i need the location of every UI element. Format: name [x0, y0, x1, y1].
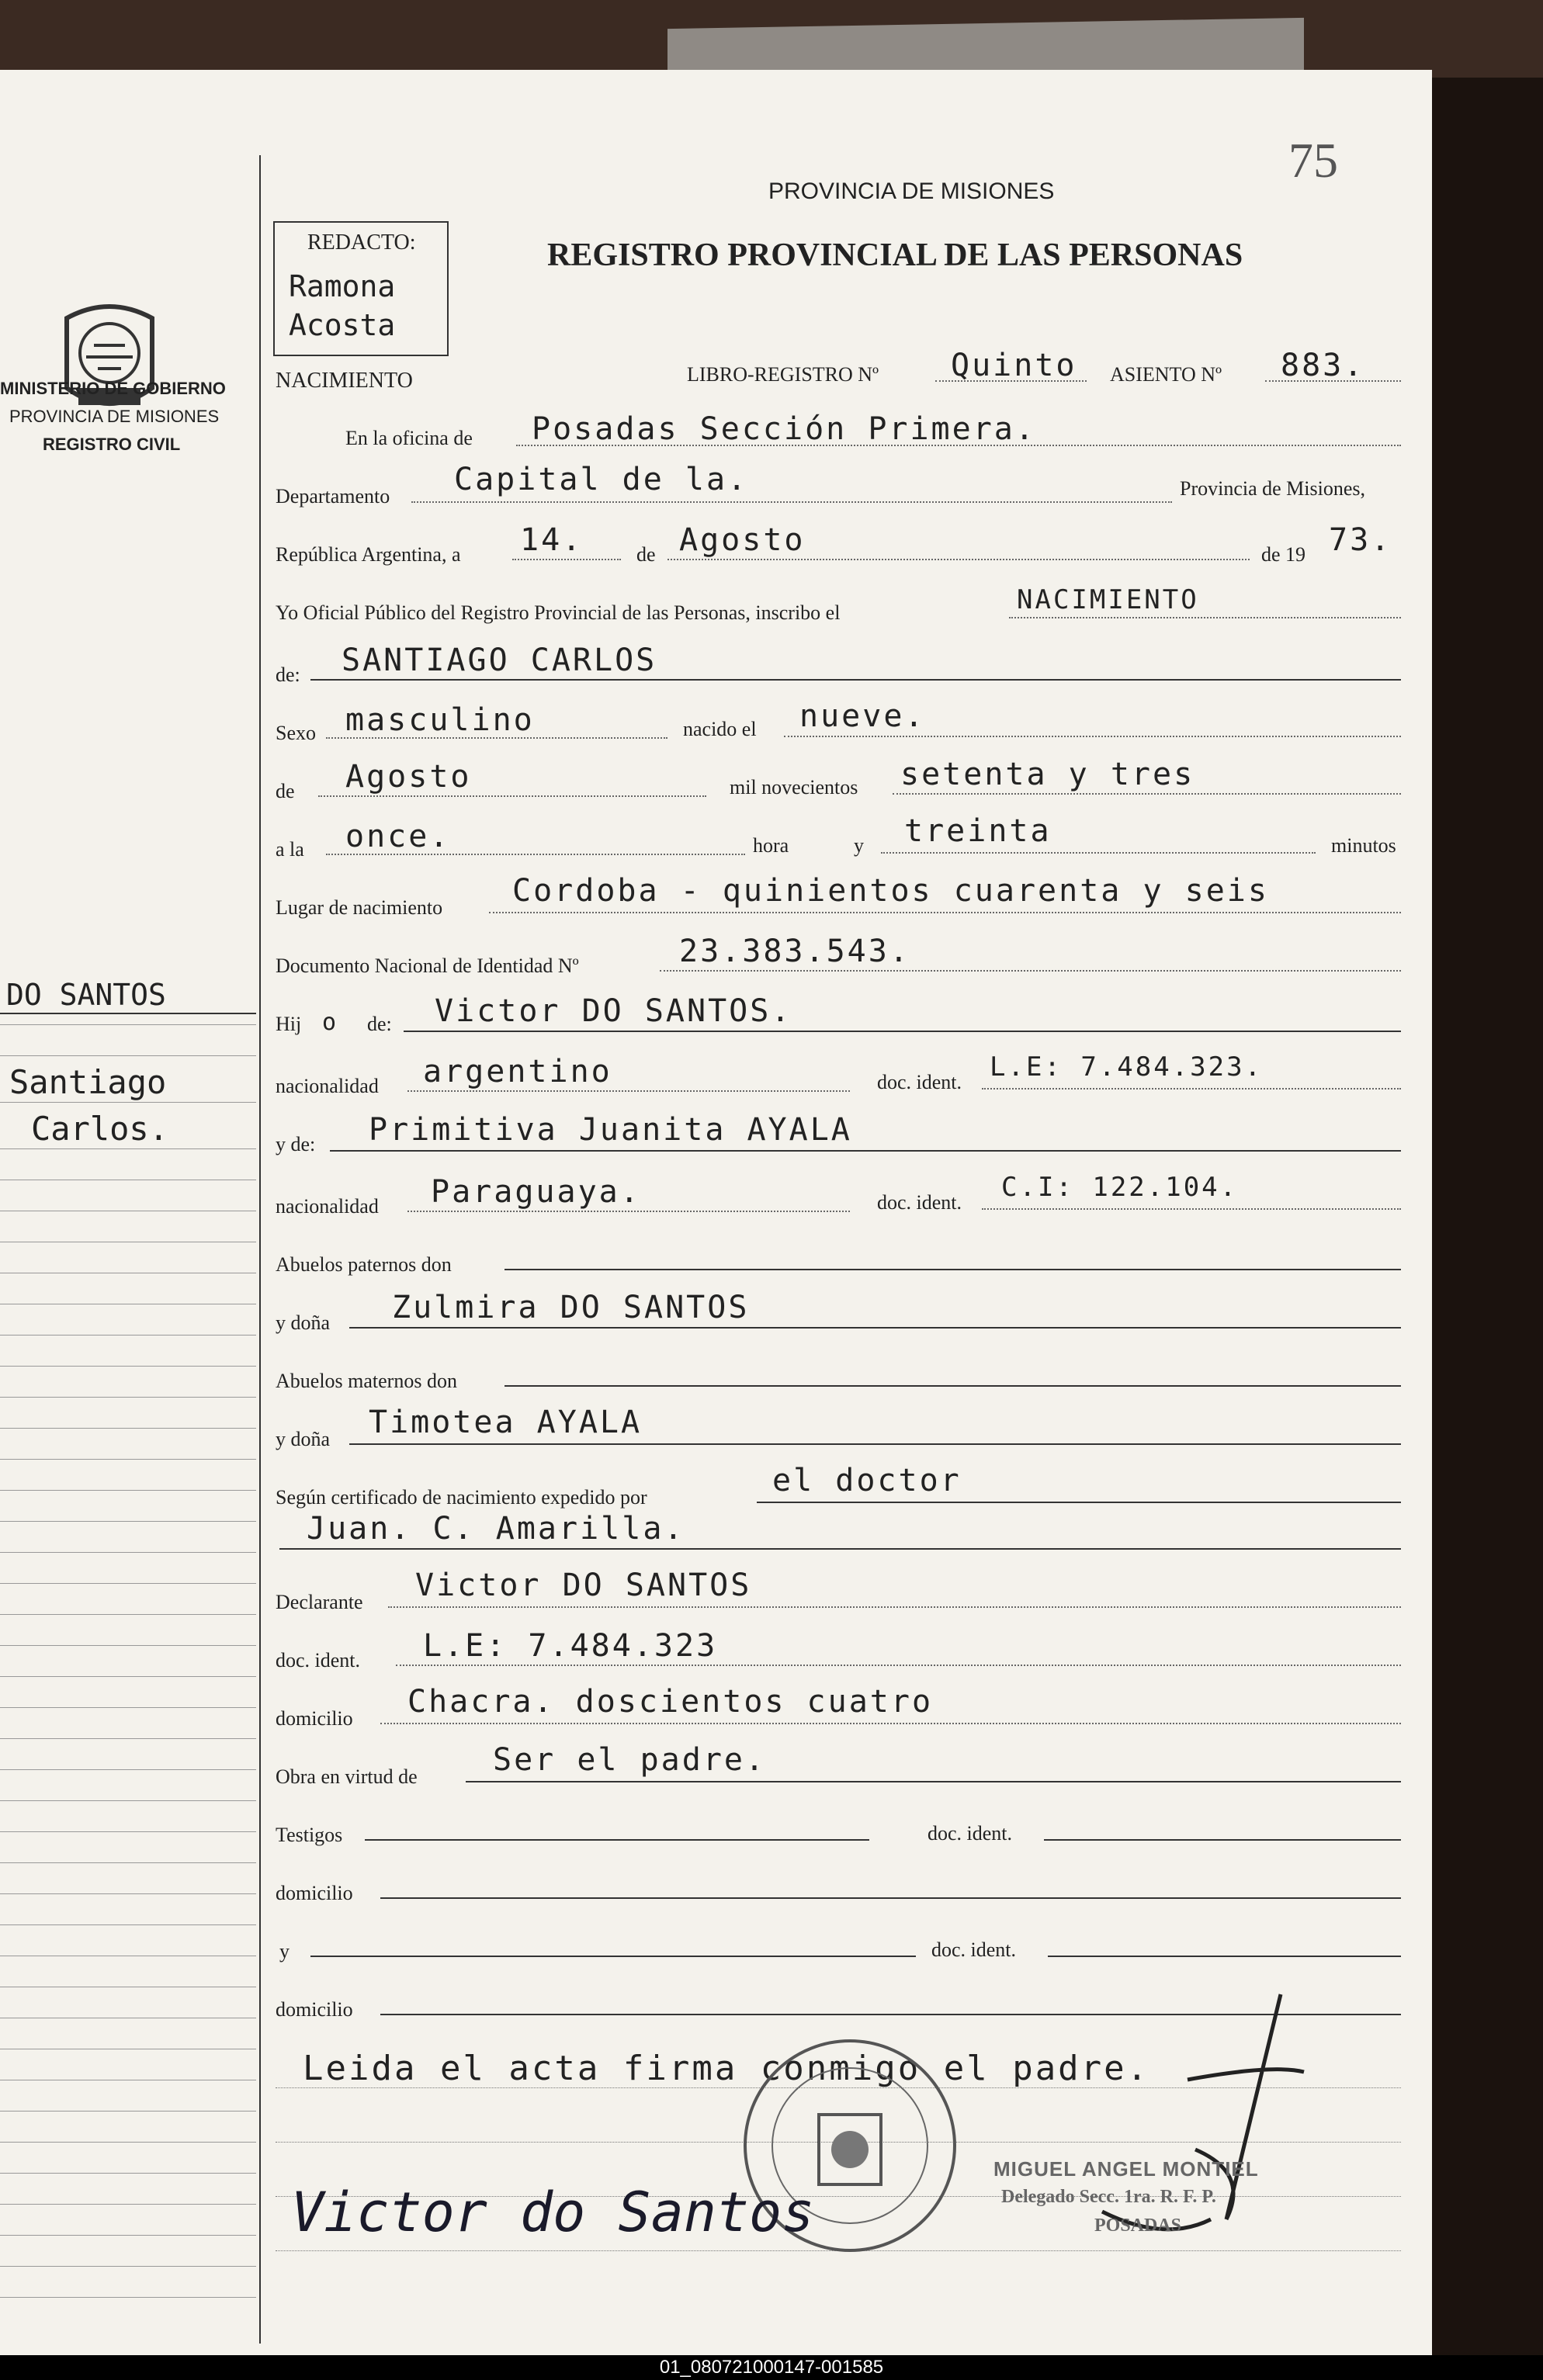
- lugar-label: Lugar de nacimiento: [276, 896, 443, 919]
- obra-line: [466, 1781, 1401, 1782]
- doc1-dots: [982, 1088, 1401, 1090]
- domicilio2-line: [380, 1897, 1401, 1899]
- left-rule: [0, 1024, 256, 1025]
- domicilio-label: domicilio: [276, 1707, 353, 1730]
- doc3-label: doc. ident.: [928, 1822, 1013, 1845]
- yo-dots: [1009, 617, 1401, 618]
- doc2-dots: [982, 1208, 1401, 1210]
- domicilio2-label: domicilio: [276, 1882, 353, 1904]
- left-rule: [0, 2297, 256, 2298]
- certificado-value-2: Juan. C. Amarilla.: [307, 1511, 700, 1547]
- y2-line: [310, 1956, 916, 1957]
- left-rule: [0, 1521, 256, 1522]
- minutos-value: treinta: [904, 813, 1052, 849]
- sexo-value: masculino: [345, 702, 535, 738]
- certificado-line: [757, 1502, 1401, 1503]
- testigos-label: Testigos: [276, 1824, 343, 1846]
- ydona1-line: [349, 1327, 1401, 1329]
- y2-label: y: [279, 1940, 290, 1963]
- hora-label: hora: [753, 834, 789, 857]
- left-rule: [0, 1831, 256, 1832]
- domicilio3-label: domicilio: [276, 1998, 353, 2021]
- year-value: 73.: [1329, 522, 1392, 558]
- province-seal-icon: [51, 295, 168, 419]
- document-page: [0, 70, 1432, 2355]
- y-label: y: [854, 834, 864, 857]
- left-rule: [0, 1366, 256, 1367]
- mother-value: Primitiva Juanita AYALA: [369, 1112, 852, 1148]
- year-prefix: de 19: [1261, 543, 1306, 566]
- doc4-line: [1048, 1956, 1401, 1957]
- yo-label: Yo Oficial Público del Registro Provincial de las Personas, inscribo el: [276, 601, 841, 624]
- name-value: SANTIAGO CARLOS: [342, 643, 657, 678]
- ydona2-value: Timotea AYALA: [369, 1405, 643, 1440]
- nac1-label: nacionalidad: [276, 1075, 379, 1097]
- yo-value: NACIMIENTO: [1017, 584, 1199, 615]
- redacto-box: [273, 221, 449, 356]
- footer-id: 01_080721000147-001585: [0, 2355, 1543, 2380]
- abuelos-pat-label: Abuelos paternos don: [276, 1253, 452, 1276]
- obra-label: Obra en virtud de: [276, 1765, 418, 1788]
- left-rule: [0, 1862, 256, 1863]
- docdecl-dots: [396, 1665, 1401, 1666]
- redacto-name-2: Acosta: [289, 308, 396, 342]
- mil-value: setenta y tres: [900, 757, 1195, 792]
- left-surname: DO SANTOS: [6, 978, 166, 1012]
- nac2-value: Paraguaya.: [431, 1174, 641, 1210]
- hijo-de-label: de:: [367, 1013, 392, 1035]
- minutos-label: minutos: [1331, 834, 1396, 857]
- redacto-label: REDACTO:: [307, 230, 416, 255]
- left-rule: [0, 1102, 256, 1103]
- dni-label: Documento Nacional de Identidad Nº: [276, 954, 579, 977]
- left-rule: [0, 1769, 256, 1770]
- abuelos-mat-line: [505, 1385, 1401, 1387]
- departamento-label: Departamento: [276, 485, 390, 508]
- republica-label: República Argentina, a: [276, 543, 461, 566]
- left-rule: [0, 1335, 256, 1336]
- ministry-label: MINISTERIO DE GOBIERNO: [0, 379, 226, 398]
- yde-label: y de:: [276, 1133, 316, 1155]
- province-label: PROVINCIA DE MISIONES: [9, 407, 220, 426]
- month-dots: [667, 559, 1250, 560]
- left-rule: [0, 1583, 256, 1584]
- ala-value: once.: [345, 819, 451, 854]
- doc2-label: doc. ident.: [877, 1191, 962, 1214]
- docdecl-value: L.E: 7.484.323: [423, 1628, 718, 1664]
- left-rule: [0, 1893, 256, 1894]
- page-number: 75: [1288, 133, 1338, 188]
- registry-label: REGISTRO CIVIL: [43, 435, 181, 454]
- libro-value: Quinto: [951, 348, 1077, 383]
- left-rule: [0, 1552, 256, 1553]
- declarante-value: Victor DO SANTOS: [415, 1568, 752, 1603]
- left-rule: [0, 1428, 256, 1429]
- book-edge: [1424, 78, 1543, 2367]
- column-divider: [259, 155, 261, 2344]
- certificado-value: el doctor: [772, 1463, 962, 1498]
- name-line: [310, 679, 1401, 681]
- mother-line: [330, 1150, 1401, 1152]
- certificado-label: Según certificado de nacimiento expedido por: [276, 1486, 647, 1509]
- de-label: de: [636, 543, 656, 566]
- obra-value: Ser el padre.: [493, 1742, 782, 1778]
- left-rule: [0, 1707, 256, 1708]
- abuelos-mat-label: Abuelos maternos don: [276, 1370, 457, 1392]
- header-registry: REGISTRO PROVINCIAL DE LAS PERSONAS: [547, 237, 1243, 273]
- name-label: de:: [276, 663, 300, 686]
- nacido-label: nacido el: [683, 718, 757, 740]
- left-rule: [0, 1738, 256, 1739]
- nacido-value: nueve.: [799, 698, 926, 734]
- doc1-label: doc. ident.: [877, 1071, 962, 1093]
- left-given-name-1: Santiago: [9, 1063, 167, 1101]
- nacido-month-value: Agosto: [345, 759, 472, 795]
- de2-label: de: [276, 780, 295, 802]
- domicilio-dots: [380, 1723, 1401, 1724]
- doc3-line: [1044, 1839, 1401, 1841]
- nac2-label: nacionalidad: [276, 1195, 379, 1218]
- left-given-name-2: Carlos.: [31, 1110, 169, 1148]
- day-dots: [512, 559, 621, 560]
- left-rule: [0, 2142, 256, 2143]
- oficina-label: En la oficina de: [345, 427, 473, 449]
- left-rule: [0, 2204, 256, 2205]
- doc1-value: L.E: 7.484.323.: [990, 1051, 1264, 1083]
- mil-dots: [893, 793, 1401, 795]
- father-value: Victor DO SANTOS.: [435, 993, 792, 1029]
- nac2-dots: [407, 1211, 850, 1212]
- libro-label: LIBRO-REGISTRO Nº: [687, 363, 879, 386]
- certificado-line-2: [279, 1548, 1401, 1550]
- left-rule: [0, 2266, 256, 2267]
- ydona1-value: Zulmira DO SANTOS: [392, 1290, 750, 1325]
- asiento-label: ASIENTO Nº: [1110, 363, 1222, 386]
- lugar-value: Cordoba - quinientos cuarenta y seis: [512, 873, 1269, 909]
- left-rule: [0, 1645, 256, 1646]
- left-rule: [0, 1490, 256, 1491]
- left-rule: [0, 2173, 256, 2174]
- official-name: MIGUEL ANGEL MONTIEL: [993, 2157, 1259, 2181]
- sexo-label: Sexo: [276, 722, 316, 744]
- ydona1-label: y doña: [276, 1311, 331, 1334]
- left-rule: [0, 1800, 256, 1801]
- nac1-value: argentino: [423, 1054, 612, 1090]
- ydona2-line: [349, 1443, 1401, 1445]
- declarante-label: Declarante: [276, 1591, 363, 1613]
- asiento-value: 883.: [1281, 348, 1365, 383]
- nacido-month-dots: [318, 795, 706, 797]
- left-rule: [0, 1055, 256, 1056]
- left-rule: [0, 1614, 256, 1615]
- provincia-label: Provincia de Misiones,: [1180, 477, 1366, 500]
- left-rule: [0, 1397, 256, 1398]
- left-rule: [0, 1148, 256, 1149]
- domicilio-value: Chacra. doscientos cuatro: [407, 1684, 934, 1720]
- doc4-label: doc. ident.: [931, 1938, 1017, 1961]
- minutos-dots: [881, 852, 1316, 854]
- dni-value: 23.383.543.: [679, 934, 910, 969]
- hijo-label: Hij: [276, 1013, 302, 1035]
- closing-value: Leida el acta firma conmigo el padre.: [303, 2049, 1150, 2088]
- official-role: Delegado Secc. 1ra. R. F. P.: [1001, 2187, 1216, 2207]
- testigos-line: [365, 1839, 869, 1841]
- day-value: 14.: [520, 522, 584, 558]
- hijo-suffix: o: [322, 1009, 337, 1036]
- record-type: NACIMIENTO: [276, 369, 413, 393]
- left-rule: [0, 1924, 256, 1925]
- declarante-dots: [388, 1606, 1401, 1608]
- abuelos-pat-line: [505, 1269, 1401, 1270]
- official-city: POSADAS: [1094, 2215, 1182, 2236]
- ala-label: a la: [276, 838, 304, 861]
- dni-dots: [660, 970, 1401, 972]
- departamento-value: Capital de la.: [454, 462, 749, 497]
- redacto-name-1: Ramona: [289, 269, 396, 303]
- parent-signature: Victor do Santos: [291, 2181, 815, 2244]
- header-province: PROVINCIA DE MISIONES: [768, 178, 1055, 204]
- ydona2-label: y doña: [276, 1428, 331, 1450]
- month-value: Agosto: [679, 522, 806, 558]
- lugar-dots: [489, 912, 1401, 913]
- father-line: [404, 1031, 1401, 1032]
- departamento-dots: [411, 501, 1172, 503]
- nac1-dots: [407, 1090, 850, 1092]
- left-rule: [0, 2111, 256, 2112]
- doc2-value: C.I: 122.104.: [1001, 1172, 1239, 1203]
- left-rule: [0, 2235, 256, 2236]
- left-rule: [0, 1459, 256, 1460]
- left-rule: [0, 1676, 256, 1677]
- nacido-dots: [784, 736, 1401, 737]
- docdecl-label: doc. ident.: [276, 1649, 361, 1672]
- left-rule: [0, 1013, 256, 1014]
- mil-label: mil novecientos: [730, 776, 858, 799]
- oficina-value: Posadas Sección Primera.: [532, 411, 1036, 447]
